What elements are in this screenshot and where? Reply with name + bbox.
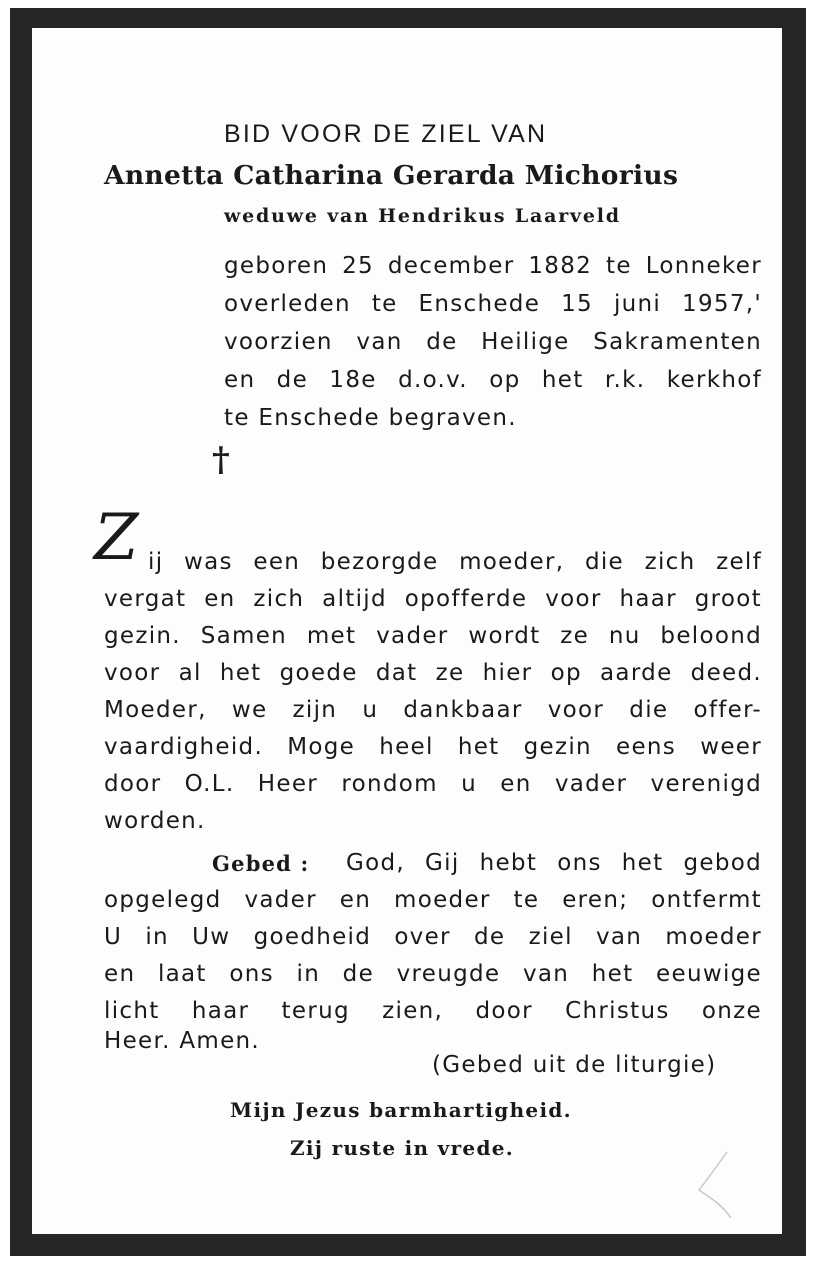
deceased-name: Annetta Catharina Gerarda Michorius (104, 160, 679, 191)
detail-line: en de 18e d.o.v. op het r.k. kerkhof (224, 367, 762, 393)
prayer-line: Heer. Amen. (104, 1028, 261, 1054)
prayer-first-line: God, Gij hebt ons het gebod (346, 850, 762, 876)
detail-line: te Enschede begraven. (224, 405, 517, 431)
prayer-source: (Gebed uit de liturgie) (432, 1052, 717, 1078)
tribute-line: vergat en zich altijd opofferde voor haar groot (104, 586, 762, 612)
prayer-line: U in Uw goedheid over de ziel van moeder (104, 924, 762, 950)
prayer-line: licht haar terug zien, door Christus onze (104, 998, 762, 1024)
tribute-line: gezin. Samen met vader wordt ze nu beloond (104, 623, 762, 649)
tribute-line: worden. (104, 808, 206, 834)
prayer-line: opgelegd vader en moeder te eren; ontfermt (104, 887, 762, 913)
prayer-label: Gebed : (212, 851, 310, 876)
memorial-card-border (10, 8, 806, 1256)
memorial-card-body (32, 28, 782, 1234)
closing-line: Mijn Jezus barmhartigheid. (230, 1098, 572, 1122)
widow-of-line: weduwe van Hendrikus Laarveld (224, 205, 621, 227)
cross-icon: † (212, 440, 230, 480)
prayer-line: en laat ons in de vreugde van het eeuwige (104, 961, 762, 987)
tribute-line: vaardigheid. Moge heel het gezin eens weer (104, 734, 762, 760)
tribute-line: door O.L. Heer rondom u en vader verenigd (104, 771, 762, 797)
detail-line: overleden te Enschede 15 juni 1957,' (224, 291, 762, 317)
decorative-initial: Z (94, 501, 139, 575)
pencil-scribble (687, 1146, 747, 1226)
detail-line: voorzien van de Heilige Sakramenten (224, 329, 762, 355)
tribute-line: Moeder, we zijn u dankbaar voor die offer- (104, 697, 762, 723)
tribute-line: voor al het goede dat ze hier op aarde deed. (104, 660, 762, 686)
closing-line: Zij ruste in vrede. (290, 1136, 515, 1160)
tribute-line: ij was een bezorgde moeder, die zich zelf (148, 549, 762, 575)
detail-line: geboren 25 december 1882 te Lonneker (224, 253, 762, 279)
card-header: BID VOOR DE ZIEL VAN (224, 120, 548, 148)
